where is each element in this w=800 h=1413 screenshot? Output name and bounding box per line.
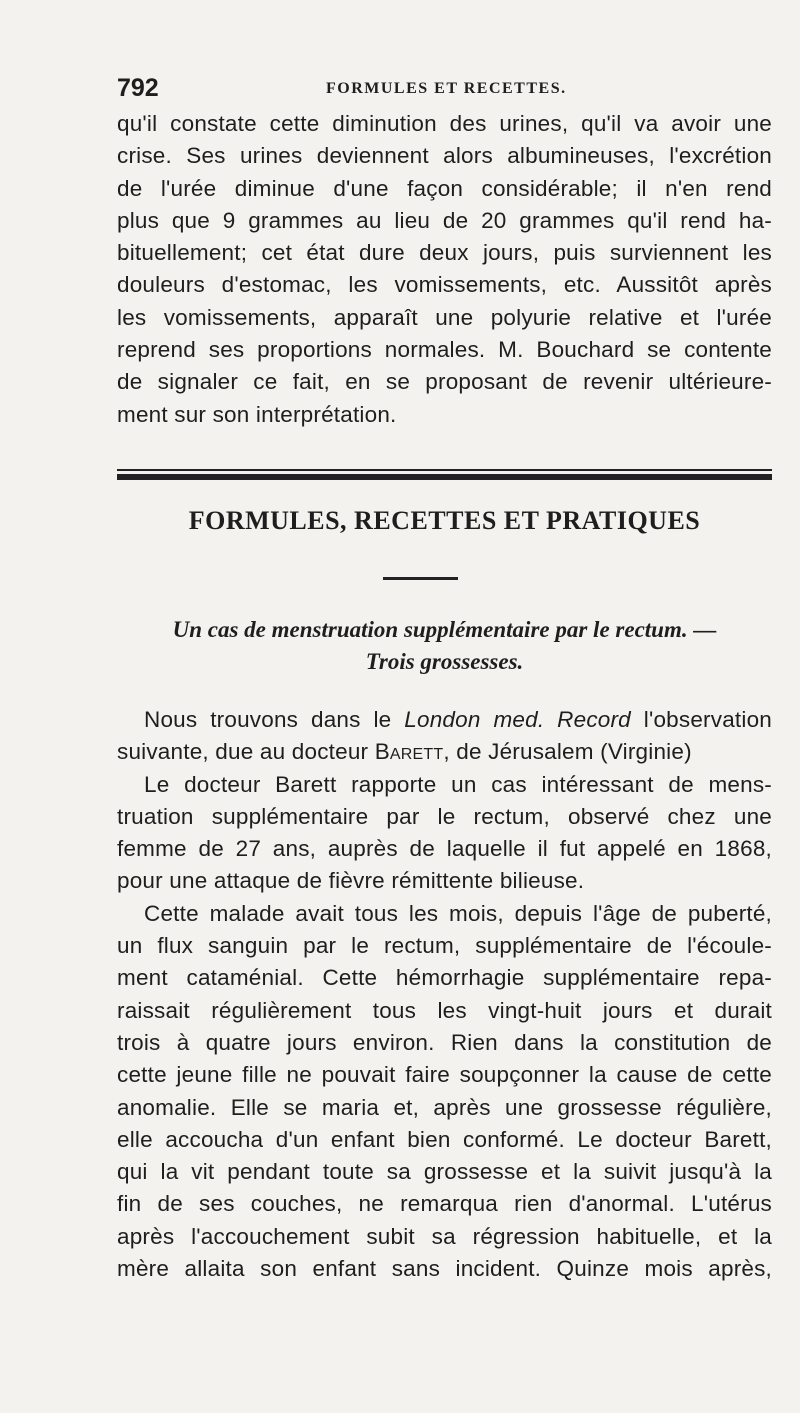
text-line: Le docteur Barett rapporte un cas intéressant de mens- [144,771,772,797]
text-run: suivante, due au docteur [117,739,375,765]
section-divider [117,469,772,480]
text-line: cette jeune fille ne pouvait faire soupçonner la cause de cette [117,1062,772,1088]
text-line: elle accoucha d'un enfant bien conformé. Le docteur Barett, [117,1126,772,1152]
continuation-paragraph [117,108,772,431]
text-line: les vomissements, apparaît une polyurie relative et l'urée [117,304,772,330]
text-run: l'observation [630,707,772,732]
text-line: fin de ses couches, ne remarqua rien d'anormal. L'utérus [117,1191,772,1217]
text-line: truation supplémentaire par le rectum, observé chez une [117,803,772,829]
text-line: bituellement; cet état dure deux jours, puis surviennent les [117,240,772,266]
text-line: mère allaita son enfant sans incident. Quinze mois après, [117,1256,772,1282]
text-line: crise. Ses urines deviennent alors albumineuses, l'excrétion [117,143,772,169]
title-ornament-rule [383,577,458,580]
article-body [117,704,772,1285]
text-line: raissait régulièrement tous les vingt-huit jours et durait [117,997,772,1023]
page-header [117,74,760,110]
text-line: femme de 27 ans, auprès de laquelle il fut appelé en 1868, [117,836,772,862]
text-line: reprend ses proportions normales. M. Bouchard se contente [117,337,772,363]
divider-thin-rule [117,469,772,471]
text-run: , de Jérusalem (Virginie) [443,739,692,765]
source-title: London med. Record [404,707,631,732]
text-line: trois à quatre jours environ. Rien dans la constitution de [117,1029,772,1055]
text-line: après l'accouchement subit sa régression habituelle, et la [117,1223,772,1249]
text-line: ment sur son interprétation. [117,401,397,427]
article-title-line: Trois grossesses. [365,649,524,674]
section-title: FORMULES, RECETTES ET PRATIQUES [188,506,701,535]
text-line: anomalie. Elle se maria et, après une grossesse régulière, [117,1094,772,1120]
text-line: qu'il constate cette diminution des urines, qu'il va avoir une [117,111,772,136]
running-head: FORMULES ET RECETTES. [326,80,567,97]
author-name: Barett [374,739,444,765]
article-title [117,614,772,678]
text-line: ment cataménial. Cette hémorrhagie supplémentaire repa- [117,965,772,991]
page-number: 792 [117,74,159,102]
text-line [117,736,772,768]
text-line: de l'urée diminue d'une façon considérable; il n'en rend [117,175,772,201]
text-line: de signaler ce fait, en se proposant de revenir ultérieure- [117,369,772,395]
text-line: qui la vit pendant toute sa grossesse et la suivit jusqu'à la [117,1159,772,1185]
text-run: Nous trouvons dans le [144,707,405,732]
text-line: pour une attaque de fièvre rémittente bilieuse. [117,868,585,894]
text-line: plus que 9 grammes au lieu de 20 grammes qu'il rend ha- [117,207,772,233]
text-line: Cette malade avait tous les mois, depuis l'âge de puberté, [144,900,772,926]
text-line: douleurs d'estomac, les vomissements, etc. Aussitôt après [117,272,772,298]
article-title-line: Un cas de menstruation supplémentaire par le rectum. — [172,617,717,642]
text-line [117,704,772,736]
text-line: un flux sanguin par le rectum, supplémentaire de l'écoule- [117,933,772,959]
divider-thick-rule [117,474,772,480]
